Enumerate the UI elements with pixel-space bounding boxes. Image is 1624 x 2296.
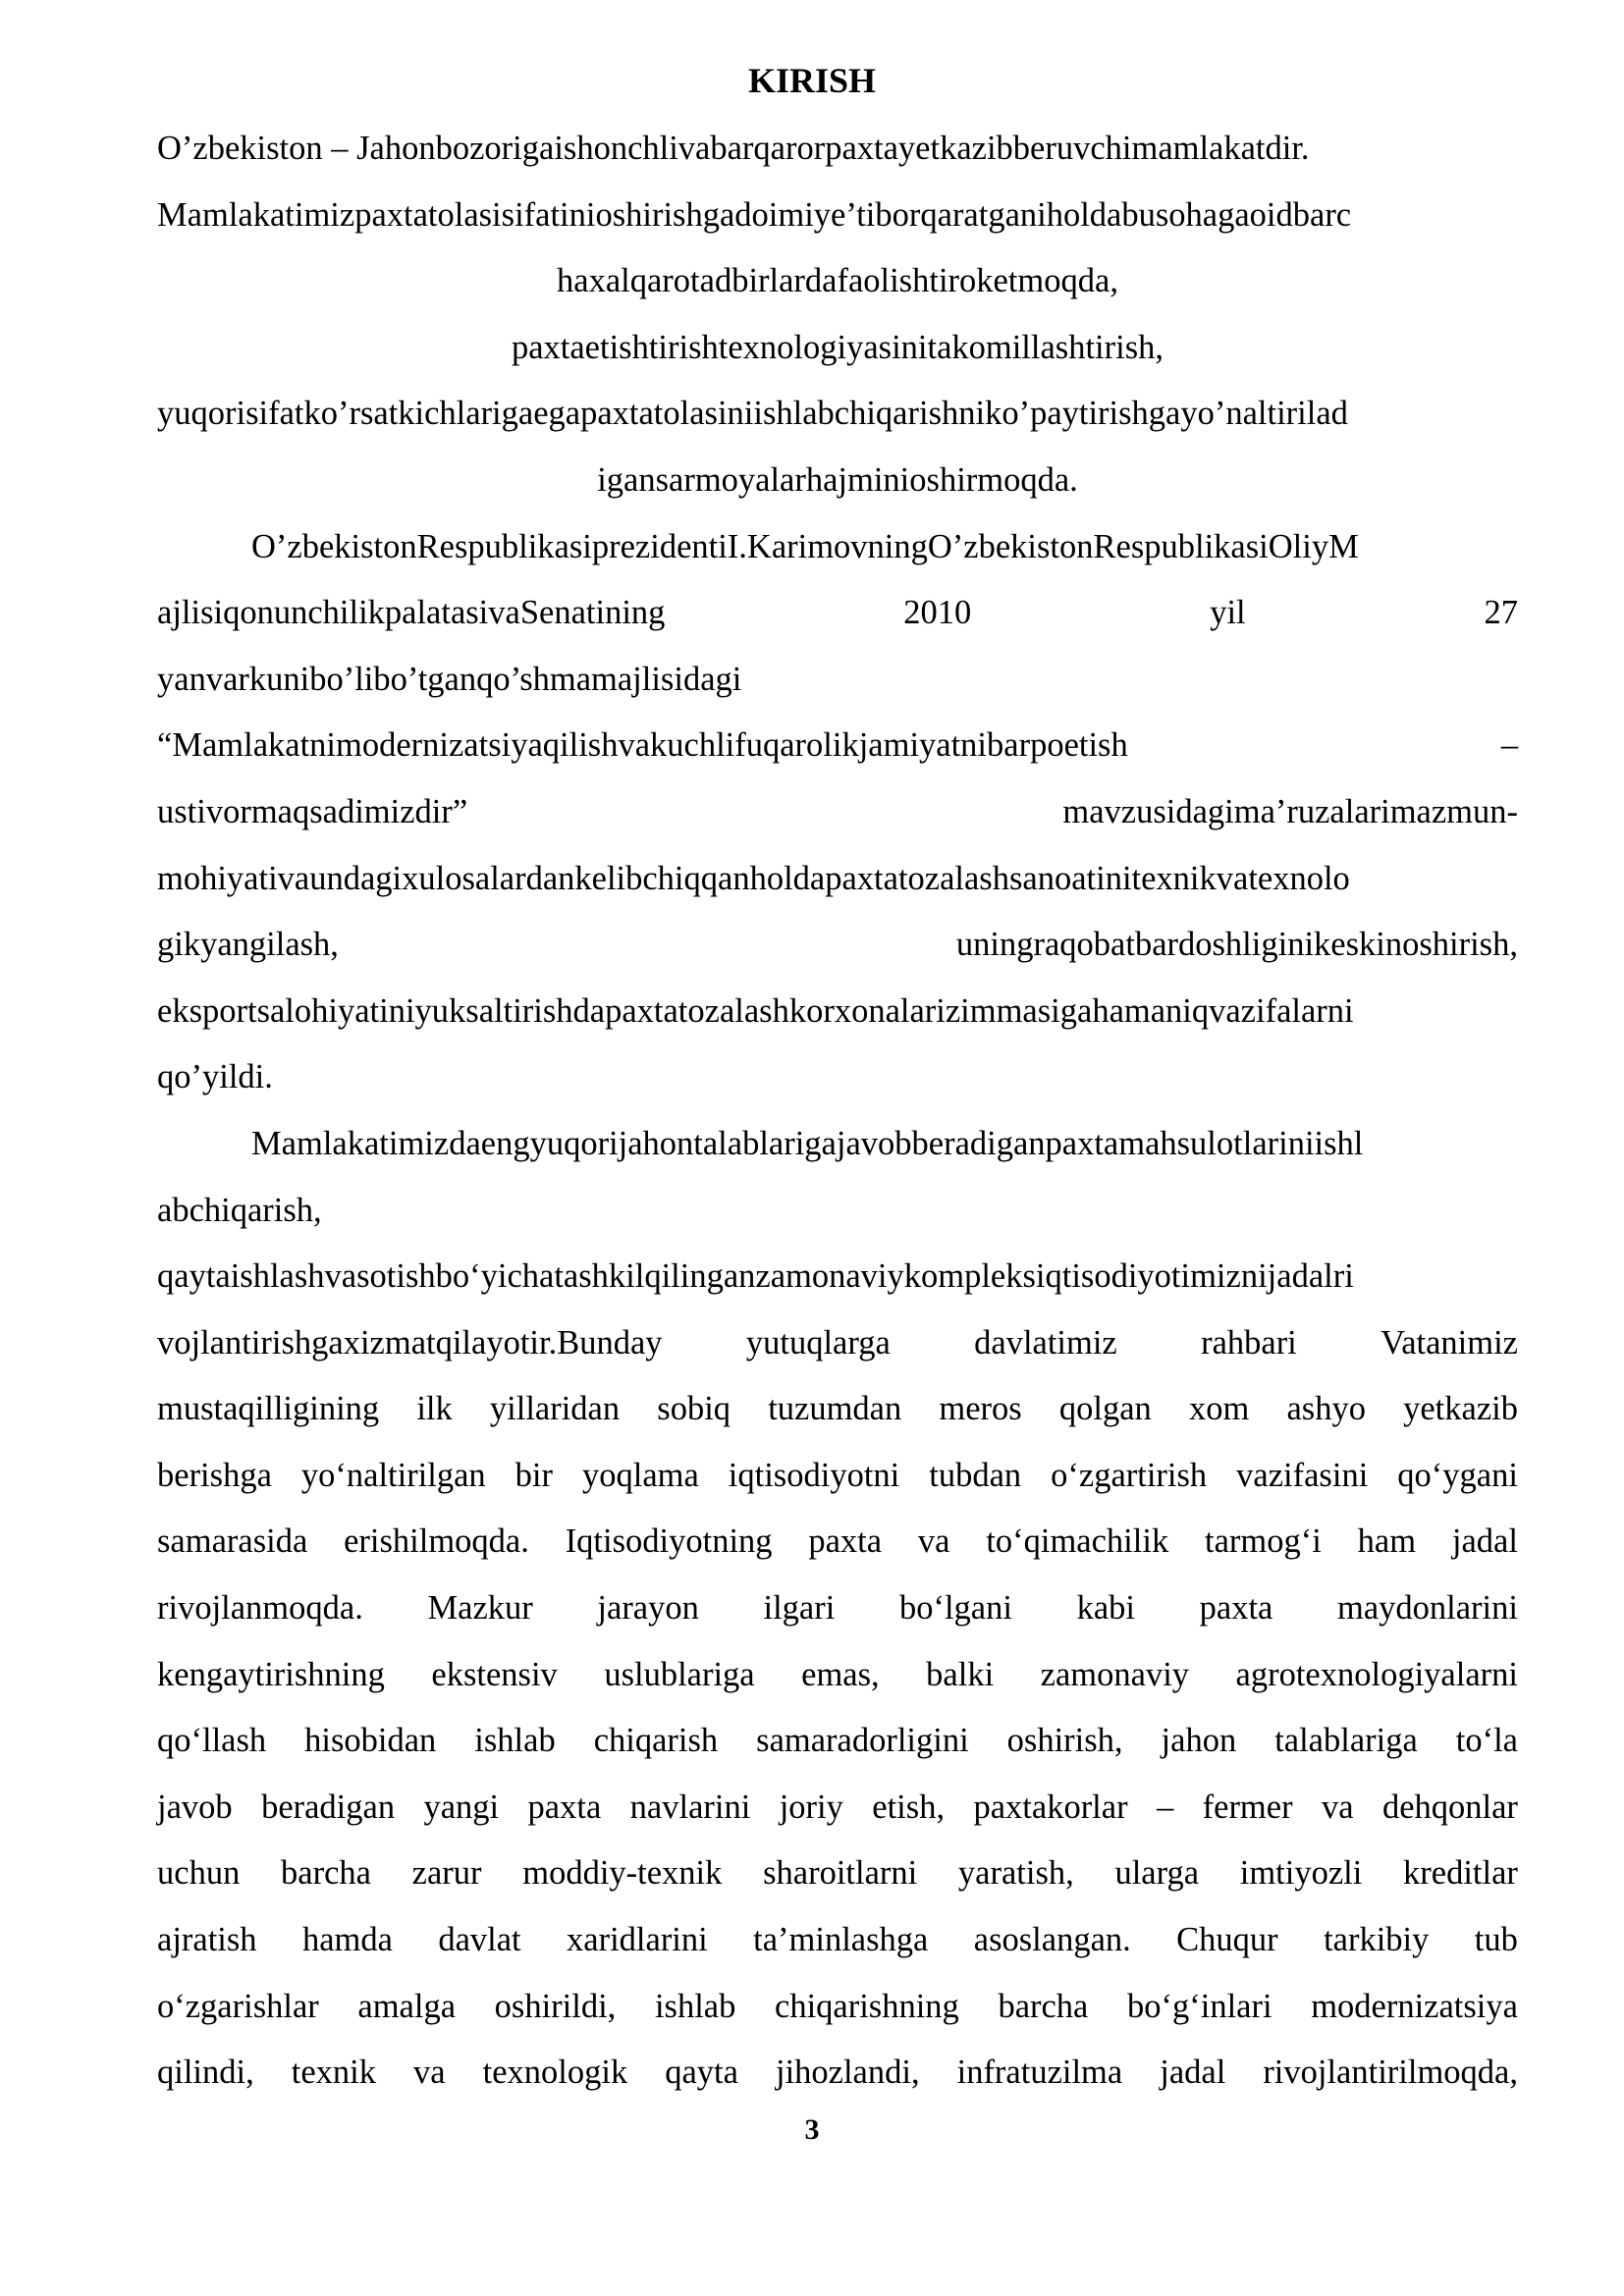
word: va — [1321, 1788, 1354, 1826]
word: dehqonlar — [1381, 1788, 1518, 1826]
word: yillaridan — [489, 1390, 621, 1428]
word: to‘qimachilik — [986, 1522, 1169, 1561]
text-line — [157, 183, 1518, 249]
text-line — [157, 1111, 1518, 1178]
text-line — [157, 381, 1518, 448]
word: joriy — [779, 1788, 843, 1826]
word: mustaqilligining — [157, 1390, 380, 1428]
page-title: KIRISH — [747, 61, 877, 100]
word: oshirildi, — [494, 1987, 617, 2025]
word: ajlisiqonunchilikpalatasivaSenatining — [157, 594, 666, 632]
word: kreditlar — [1403, 1854, 1518, 1893]
text-line — [157, 1974, 1518, 2041]
word: yo‘naltirilgan — [300, 1456, 486, 1494]
word: texnik — [291, 2054, 376, 2092]
word: o‘zgartirish — [1051, 1456, 1208, 1494]
word: maydonlarini — [1337, 1589, 1518, 1628]
word: tubdan — [929, 1456, 1022, 1494]
word: ham — [1357, 1522, 1417, 1561]
word: tub — [1474, 1921, 1518, 1959]
text-line — [157, 116, 1518, 183]
word: zamonaviy — [1040, 1655, 1190, 1693]
word: o‘zgarishlar — [157, 1987, 319, 2025]
word: abchiqarish, — [157, 1191, 322, 1229]
text-line — [157, 1907, 1518, 1974]
text-line — [157, 248, 1518, 315]
word: Iqtisodiyotning — [565, 1522, 773, 1561]
word: tarmog‘i — [1205, 1522, 1322, 1561]
word: etish, — [872, 1788, 946, 1826]
word: hamda — [301, 1921, 393, 1959]
text-line — [157, 448, 1518, 514]
word: rahbari — [1201, 1323, 1297, 1362]
word: ajratish — [157, 1921, 257, 1959]
word: sobiq — [657, 1390, 731, 1428]
text-line — [157, 1443, 1518, 1510]
word: moddiy-texnik — [522, 1854, 723, 1893]
word: hisobidan — [304, 1722, 437, 1760]
word: rivojlantirilmoqda, — [1263, 2054, 1518, 2092]
word: “Mamlakatnimodernizatsiyaqilishvakuchlifuqarolikjamiyatnibarpoetish — [157, 726, 1128, 765]
word: samarasida — [157, 1522, 308, 1561]
word: O’zbekiston – Jahonbozorigaishonchlivabarqarorpaxtayetkazibberuvchimamlakatdir. — [157, 130, 1310, 167]
word: ilgari — [763, 1589, 836, 1628]
word: mohiyativaundagixulosalardankelibchiqqanholdapaxtatozalashsanoatinitexnikvatexnolo — [157, 859, 1350, 897]
word: vojlantirishgaxizmatqilayotir.Bunday — [157, 1323, 663, 1362]
text-line — [157, 1244, 1518, 1310]
word: qo’yildi. — [157, 1058, 273, 1096]
word: tarkibiy — [1324, 1921, 1430, 1959]
word: asoslangan. — [973, 1921, 1131, 1959]
word: barcha — [998, 1987, 1089, 2025]
word: ustivormaqsadimizdir” — [157, 792, 468, 830]
word: chiqarish — [593, 1722, 719, 1760]
word: paxta — [808, 1522, 883, 1561]
word: va — [917, 1522, 950, 1561]
word: ularga — [1114, 1854, 1200, 1893]
word: Mazkur — [427, 1589, 533, 1628]
text-line — [157, 1178, 1518, 1245]
text-line — [157, 979, 1518, 1045]
word: uningraqobatbardoshliginikeskinoshirish, — [955, 926, 1518, 964]
word: qaytaishlashvasotishbo‘yichatashkilqilinganzamonaviykompleksiqtisodiyotimiznijadalri — [157, 1257, 1354, 1296]
page-number: 3 — [804, 2113, 820, 2146]
word: ashyo — [1286, 1390, 1366, 1428]
word: bo‘lgani — [898, 1589, 1012, 1628]
word: bo‘g‘inlari — [1127, 1987, 1272, 2025]
word: qo‘llash — [157, 1722, 267, 1760]
word: texnologik — [482, 2054, 628, 2092]
word: Mamlakatimizpaxtatolasisifatinioshirishgadoimiye’tiborqaratganiholdabusohagaoidbarc — [157, 195, 1352, 234]
word: amalga — [357, 1987, 457, 2025]
text-line — [157, 1642, 1518, 1709]
word: qolgan — [1058, 1390, 1152, 1428]
word: qilindi, — [157, 2054, 254, 2092]
word: imtiyozli — [1239, 1854, 1363, 1893]
word: uslublariga — [604, 1655, 755, 1693]
word: infratuzilma — [956, 2054, 1123, 2092]
word: 27 — [1484, 594, 1518, 632]
word: fermer — [1202, 1788, 1293, 1826]
word: vazifasini — [1236, 1456, 1369, 1494]
word: ishlab — [654, 1987, 736, 2025]
word: yil — [1210, 594, 1246, 632]
word: iqtisodiyotni — [728, 1456, 900, 1494]
word: gikyangilash, — [157, 926, 339, 964]
word: jadal — [1451, 1522, 1518, 1561]
word: Chuqur — [1176, 1921, 1278, 1959]
word: jadal — [1160, 2054, 1226, 2092]
text-line — [157, 1310, 1518, 1377]
word: emas, — [801, 1655, 880, 1693]
word: yanvarkunibo’libo’tganqo’shmamajlisidagi — [157, 660, 742, 698]
word: yangi — [423, 1788, 500, 1826]
word: samaradorligini — [756, 1722, 969, 1760]
word: xom — [1188, 1390, 1250, 1428]
word: ta’minlashga — [753, 1921, 929, 1959]
text-line — [157, 514, 1518, 581]
word: qo‘ygani — [1397, 1456, 1518, 1494]
word: barcha — [281, 1854, 371, 1893]
text-line — [157, 2040, 1518, 2107]
word: navlarini — [629, 1788, 751, 1826]
word: ishlab — [474, 1722, 556, 1760]
word: Vatanimiz — [1380, 1323, 1518, 1362]
word: davlat — [438, 1921, 521, 1959]
word: xaridlarini — [567, 1921, 708, 1959]
text-line — [157, 1841, 1518, 1907]
word: yaratish, — [957, 1854, 1074, 1893]
word: yuqorisifatko’rsatkichlarigaegapaxtatolasiniishlabchiqarishniko’paytirishgayo’naltirilad — [157, 395, 1348, 433]
word: beradigan — [261, 1788, 396, 1826]
text-line — [157, 647, 1518, 714]
word: erishilmoqda. — [344, 1522, 529, 1561]
word: – — [1156, 1788, 1174, 1826]
word: agrotexnologiyalarni — [1235, 1655, 1518, 1693]
word: paxtaetishtirishtexnologiyasinitakomillashtirish, — [511, 328, 1164, 366]
text-line — [157, 1376, 1518, 1443]
text-line — [157, 1775, 1518, 1842]
word: O’zbekistonRespublikasiprezidentiI.KarimovningO’zbekistonRespublikasiOliyM — [251, 527, 1359, 565]
word: yetkazib — [1403, 1390, 1518, 1428]
word: ilk — [416, 1390, 453, 1428]
word: davlatimiz — [974, 1323, 1117, 1362]
word: talablariga — [1274, 1722, 1418, 1760]
text-line — [157, 1708, 1518, 1775]
word: zarur — [411, 1854, 482, 1893]
word: haxalqarotadbirlardafaolishtiroketmoqda, — [557, 262, 1118, 300]
word: paxtakorlar — [973, 1788, 1128, 1826]
word: to‘la — [1455, 1722, 1518, 1760]
word: sharoitlarni — [763, 1854, 918, 1893]
word: eksportsalohiyatiniyuksaltirishdapaxtatozalashkorxonalarizimmasigahamaniqvazifalarni — [157, 991, 1354, 1030]
word: rivojlanmoqda. — [157, 1589, 363, 1628]
word: 2010 — [903, 594, 972, 632]
word: bir — [514, 1456, 553, 1494]
word: va — [413, 2054, 446, 2092]
word: berishga — [157, 1456, 272, 1494]
text-line — [157, 846, 1518, 913]
text-line — [157, 1575, 1518, 1642]
word: yoqlama — [582, 1456, 699, 1494]
word: tuzumdan — [768, 1390, 902, 1428]
text-line — [157, 1509, 1518, 1575]
word: jihozlandi, — [775, 2054, 920, 2092]
word: oshirish, — [1006, 1722, 1123, 1760]
text-line — [157, 779, 1518, 846]
word: meros — [939, 1390, 1022, 1428]
word: javob — [157, 1788, 233, 1826]
word: ekstensiv — [431, 1655, 558, 1693]
word: kengaytirishning — [157, 1655, 385, 1693]
text-line — [157, 713, 1518, 779]
word: Mamlakatimizdaengyuqorijahontalablarigajavobberadiganpaxtamahsulotlariniishl — [251, 1124, 1364, 1162]
word: balki — [926, 1655, 995, 1693]
word: – — [1500, 726, 1518, 765]
word: yutuqlarga — [745, 1323, 891, 1362]
word: igansarmoyalarhajminioshirmoqda. — [597, 460, 1078, 499]
text-line — [157, 580, 1518, 647]
word: uchun — [157, 1854, 241, 1893]
word: qayta — [665, 2054, 738, 2092]
word: chiqarishning — [775, 1987, 959, 2025]
text-line — [157, 912, 1518, 979]
word: paxta — [1199, 1589, 1273, 1628]
word: modernizatsiya — [1311, 1987, 1518, 2025]
body-text — [157, 116, 1518, 2107]
word: mavzusidagima’ruzalarimazmun- — [1062, 792, 1518, 830]
word: paxta — [527, 1788, 602, 1826]
word: jahon — [1161, 1722, 1237, 1760]
text-line — [157, 1044, 1518, 1111]
word: jarayon — [597, 1589, 699, 1628]
word: kabi — [1076, 1589, 1135, 1628]
text-line — [157, 315, 1518, 382]
